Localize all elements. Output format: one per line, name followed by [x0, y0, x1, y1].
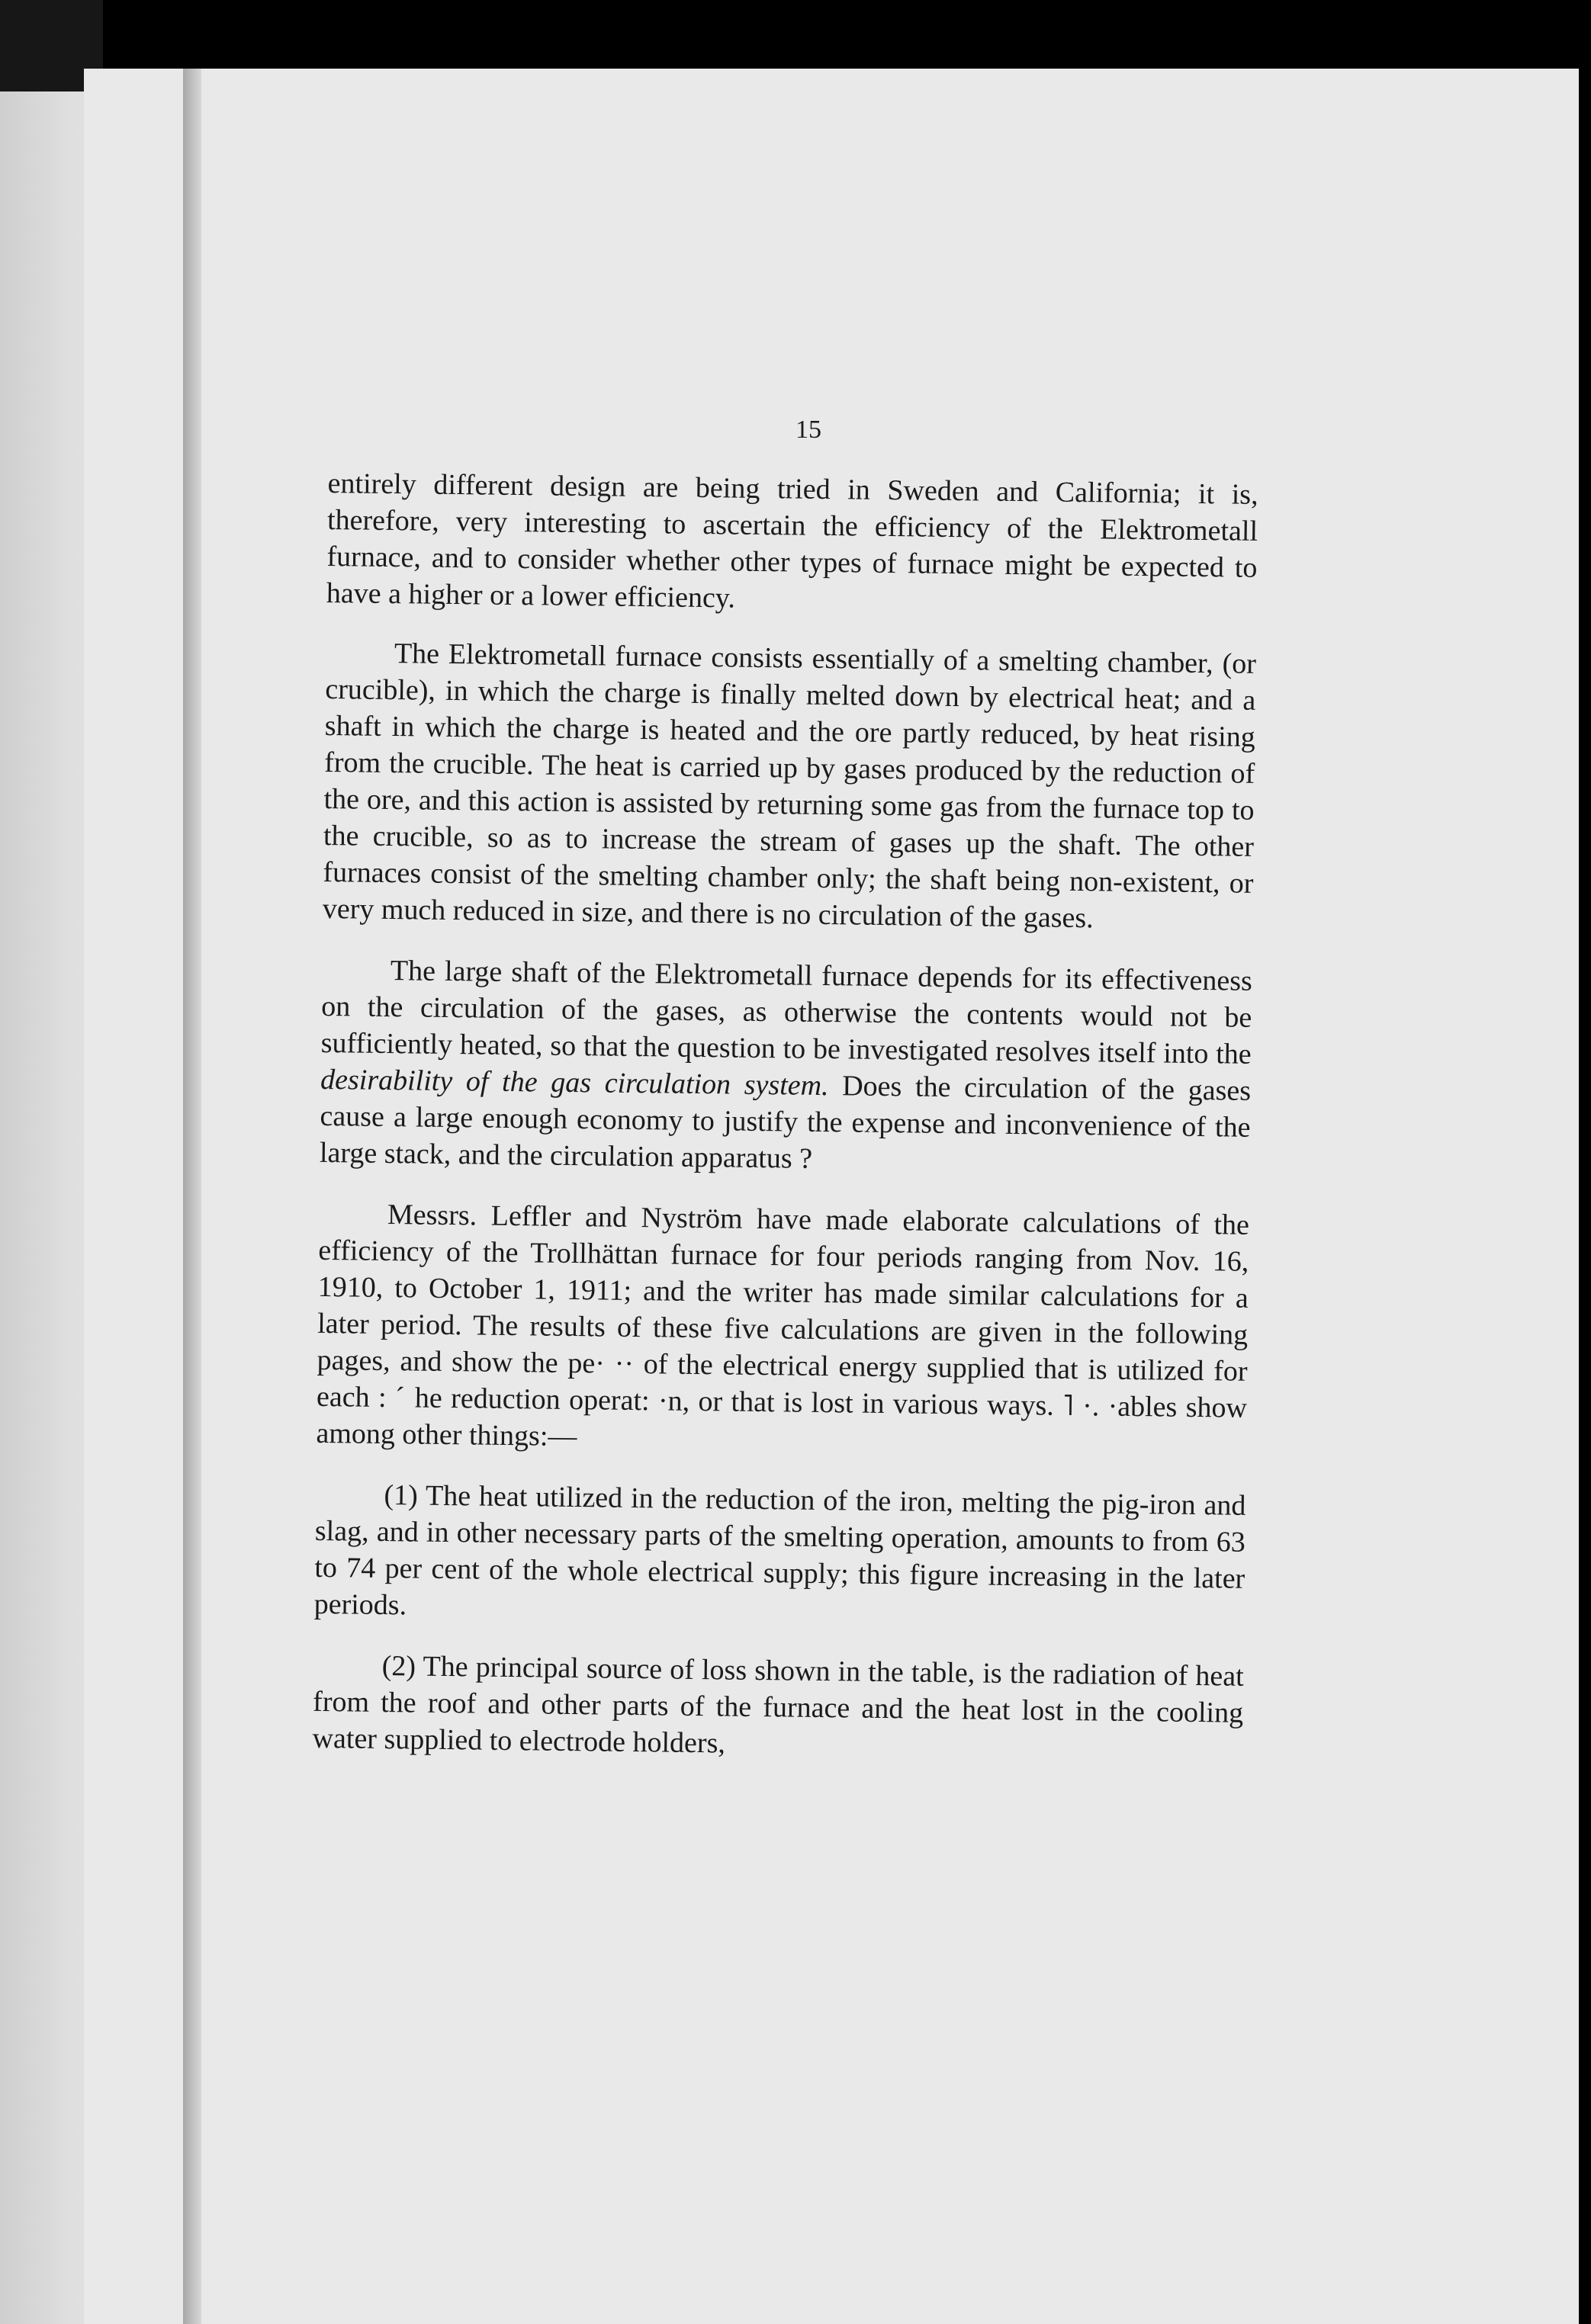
- paragraph-3-italic: desirability of the gas circulation system.: [320, 1063, 829, 1103]
- paragraph-3: [320, 952, 1252, 1183]
- paragraph-4: Messrs. Leffler and Nyström have made elaborate calculations of the efficiency of the Trollhättan furnace for four periods ranging from Nov. 16, 1910, to October 1, 1911; and the writer has made similar calculations for a later period. The results of these five calculations are given in the following pages, and show the pe· ·· of the electrical energy supplied that is utilized for each : ˊ he reduction operat: ·n, or that is lost in various ways. ˥ ·. ·ables show among other things:—: [316, 1199, 1250, 1453]
- page-gutter-shadow: [183, 69, 201, 2324]
- paragraph-2: The Elektrometall furnace consists essentially of a smelting chamber, (or crucible), in which the charge is finally melted down by electrical heat; and a shaft in which the charge is heated and the ore partly reduced, by heat rising from the crucible. The heat is carried up by gases produced by the reduction of the ore, and this action is assisted by returning some gas from the furnace top to the crucible, so as to increase the stream of gases up the shaft. The other furnaces consist of the smelting chamber only; the shaft being non-existent, or very much reduced in size, and there is no circulation of the gases.: [322, 637, 1257, 935]
- paragraph-3-text-b: Does the circulation of the gases cause a large enough economy to justify the expense and inconvenience of the large stack, and the circulation apparatus ?: [319, 1070, 1252, 1175]
- paragraph-5: (1) The heat utilized in the reduction of the iron, melting the pig-iron and slag, and in other necessary parts of the smelting operation, amounts to from 63 to 74 per cent of the whole electrical supply; this figure increasing in the later periods.: [313, 1479, 1246, 1622]
- paragraph-3-text-a: The large shaft of the Elektrometall furnace depends for its effectiveness on the circulation of the gases, as otherwise the contents would not be sufficiently heated, so that the question to be investigated resolves itself into the: [320, 955, 1253, 1071]
- page-number: 15: [796, 416, 821, 444]
- paragraph-6: (2) The principal source of loss shown in the table, is the radiation of heat from the roof and other parts of the furnace and the heat lost in the cooling water supplied to electrode holders,: [312, 1649, 1244, 1760]
- body-text: [312, 465, 1258, 1793]
- paragraph-1: entirely different design are being tried in Sweden and California; it is, therefore, very interesting to ascertain the efficiency of the Elektrometall furnace, and to consider whether other types of furnace might be expected to have a higher or a lower efficiency.: [326, 467, 1258, 615]
